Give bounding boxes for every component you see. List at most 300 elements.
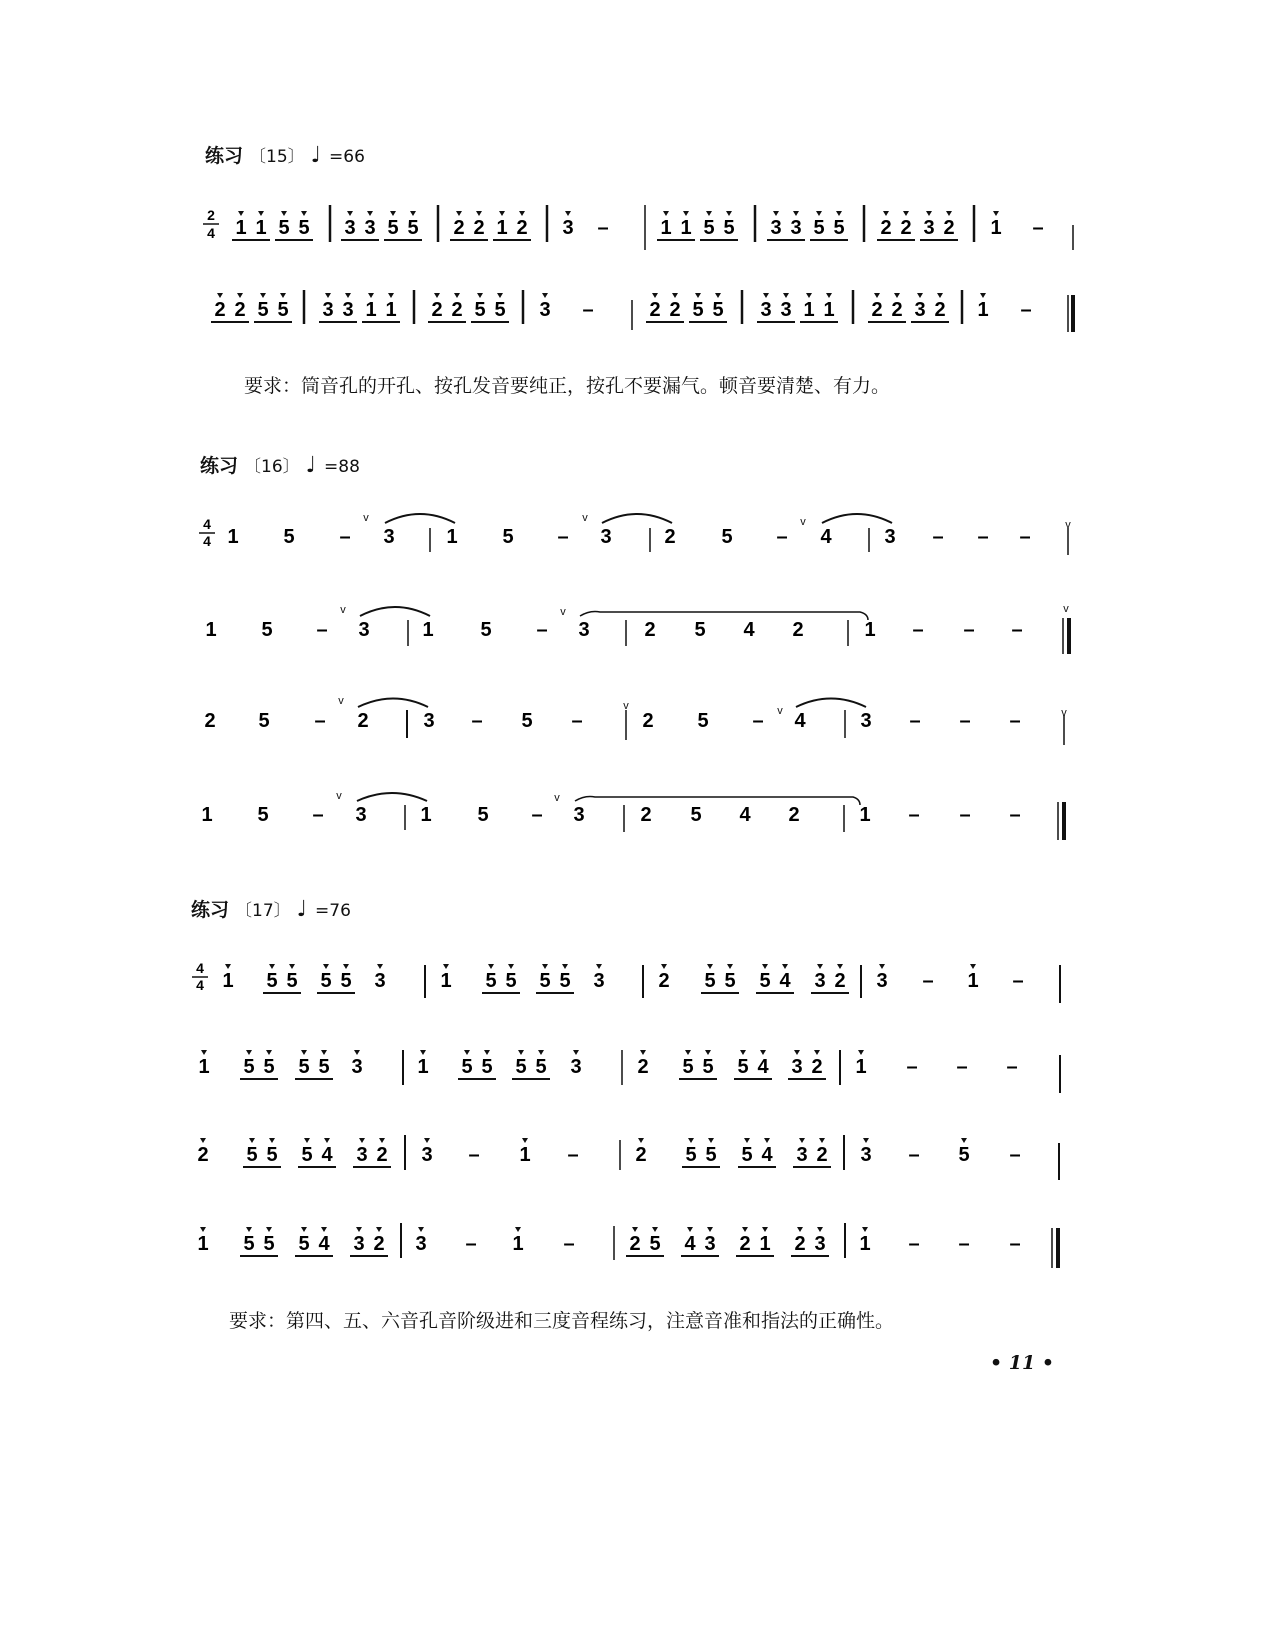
note: 1 (855, 1056, 867, 1078)
note: 5 (505, 970, 517, 992)
staccato-mark (456, 211, 462, 216)
svg-text:v: v (338, 695, 344, 707)
note: 5 (723, 217, 735, 239)
exercise-15-requirement: 要求：筒音孔的开孔、按孔发音要纯正，按孔不要漏气。顿音要清楚、有力。 (244, 375, 891, 397)
staccato-mark (522, 1138, 528, 1143)
exercise-17-title: 练习 (191, 899, 230, 921)
dash: – (908, 1233, 920, 1255)
staccato-mark (688, 1138, 694, 1143)
page-number-text: 11 (1008, 1352, 1036, 1374)
note: 3 (791, 1056, 803, 1078)
note: 3 (814, 1233, 826, 1255)
staccato-mark (817, 1227, 823, 1232)
note: 2 (891, 299, 903, 321)
time-sig-bottom: 4 (207, 225, 215, 241)
note: 1 (255, 217, 267, 239)
quarter-note-icon: ♩ (305, 453, 317, 478)
tie (385, 514, 455, 523)
staccato-mark (201, 1050, 207, 1055)
dash: – (752, 710, 764, 732)
exercise-16-number: 〔16〕 (244, 457, 300, 477)
note: 1 (422, 619, 434, 641)
staccato-mark (683, 211, 689, 216)
staccato-mark (476, 211, 482, 216)
page-number-dot-right: • (1035, 1352, 1054, 1374)
staccato-mark (280, 293, 286, 298)
note: 5 (243, 1056, 255, 1078)
note: 4 (743, 619, 755, 641)
note: 5 (682, 1056, 694, 1078)
note: 3 (760, 299, 772, 321)
note: 5 (690, 804, 702, 826)
staccato-mark (434, 293, 440, 298)
dash: – (906, 1056, 918, 1078)
dash: – (339, 526, 351, 548)
note: 1 (205, 619, 217, 641)
exercise-17-requirement: 要求：第四、五、六音孔音阶级进和三度音程练习，注意音准和指法的正确性。 (229, 1310, 895, 1332)
staccato-mark (269, 964, 275, 969)
note: 1 (803, 299, 815, 321)
staccato-mark (707, 1227, 713, 1232)
staccato-mark (281, 211, 287, 216)
staccato-mark (726, 211, 732, 216)
staccato-mark (301, 1050, 307, 1055)
staccato-mark (367, 211, 373, 216)
staccato-mark (356, 1227, 362, 1232)
staccato-mark (707, 964, 713, 969)
staccato-mark (324, 1138, 330, 1143)
note: 3 (344, 217, 356, 239)
note: 5 (387, 217, 399, 239)
dash: – (912, 619, 924, 641)
tie (796, 699, 866, 708)
staccato-mark (652, 1227, 658, 1232)
staccato-mark (903, 211, 909, 216)
note: 2 (943, 217, 955, 239)
note: 3 (860, 1144, 872, 1166)
note: 1 (859, 1233, 871, 1255)
note: 5 (712, 299, 724, 321)
note: 2 (234, 299, 246, 321)
note: 5 (258, 710, 270, 732)
dash: – (536, 619, 548, 641)
staccato-mark (518, 1050, 524, 1055)
staccato-mark (773, 211, 779, 216)
staccato-mark (652, 293, 658, 298)
note: 5 (737, 1056, 749, 1078)
exercise-17-tempo: =76 (315, 901, 351, 921)
note: 3 (322, 299, 334, 321)
staccato-mark (538, 1050, 544, 1055)
note: 5 (301, 1144, 313, 1166)
dash: – (1009, 1233, 1021, 1255)
staccato-mark (304, 1138, 310, 1143)
dash: – (977, 526, 989, 548)
note: 4 (739, 804, 751, 826)
staccato-mark (499, 211, 505, 216)
note: 2 (214, 299, 226, 321)
tie (358, 699, 428, 708)
exercise-15-number: 〔15〕 (249, 147, 305, 167)
note: 5 (298, 1233, 310, 1255)
staccato-mark (763, 293, 769, 298)
svg-text:v: v (554, 792, 560, 804)
staccato-mark (708, 1138, 714, 1143)
note: 1 (759, 1233, 771, 1255)
staccato-mark (687, 1227, 693, 1232)
svg-text:4: 4 (196, 960, 204, 976)
staccato-mark (632, 1227, 638, 1232)
staccato-mark (260, 293, 266, 298)
staccato-mark (225, 964, 231, 969)
staccato-mark (418, 1227, 424, 1232)
dash: – (776, 526, 788, 548)
dash: – (908, 1144, 920, 1166)
note: 3 (421, 1144, 433, 1166)
staccato-mark (269, 1138, 275, 1143)
staccato-mark (477, 293, 483, 298)
svg-text:4: 4 (203, 533, 211, 549)
note: 1 (365, 299, 377, 321)
staccato-mark (562, 964, 568, 969)
note: 2 (376, 1144, 388, 1166)
note: 2 (794, 1233, 806, 1255)
staccato-mark (343, 964, 349, 969)
staccato-mark (760, 1050, 766, 1055)
staccato-mark (542, 293, 548, 298)
note: 4 (761, 1144, 773, 1166)
staccato-mark (793, 211, 799, 216)
staccato-mark (323, 964, 329, 969)
exercise-15-heading (205, 141, 365, 168)
note: 5 (649, 1233, 661, 1255)
staccato-mark (519, 211, 525, 216)
staccato-mark (858, 1050, 864, 1055)
note: 5 (494, 299, 506, 321)
exercise-16-tempo: =88 (324, 457, 360, 477)
svg-text:v: v (363, 512, 369, 524)
staccato-mark (321, 1227, 327, 1232)
note: 5 (263, 1233, 275, 1255)
note: 5 (535, 1056, 547, 1078)
note: 2 (642, 710, 654, 732)
staccato-mark (797, 1227, 803, 1232)
staccato-mark (685, 1050, 691, 1055)
note: 1 (967, 970, 979, 992)
note: 5 (266, 1144, 278, 1166)
exercise-16-title: 练习 (200, 455, 239, 477)
note: 2 (373, 1233, 385, 1255)
note: 2 (816, 1144, 828, 1166)
note: 1 (235, 217, 247, 239)
staccato-mark (762, 964, 768, 969)
note: 5 (515, 1056, 527, 1078)
note: 1 (823, 299, 835, 321)
staccato-mark (874, 293, 880, 298)
note: 1 (864, 619, 876, 641)
note: 1 (680, 217, 692, 239)
note: 3 (353, 1233, 365, 1255)
staccato-mark (368, 293, 374, 298)
staccato-mark (740, 1050, 746, 1055)
staccato-mark (464, 1050, 470, 1055)
note: 2 (669, 299, 681, 321)
time-signature (192, 960, 208, 993)
note: 2 (431, 299, 443, 321)
note: 5 (320, 970, 332, 992)
staccato-mark (249, 1138, 255, 1143)
staccato-mark (799, 1138, 805, 1143)
note: 3 (383, 526, 395, 548)
staccato-mark (238, 211, 244, 216)
note: 2 (357, 710, 369, 732)
note: 2 (204, 710, 216, 732)
staccato-mark (200, 1227, 206, 1232)
note: 5 (539, 970, 551, 992)
staccato-mark (266, 1227, 272, 1232)
note: 3 (704, 1233, 716, 1255)
note: 2 (635, 1144, 647, 1166)
staccato-mark (596, 964, 602, 969)
svg-text:v: v (800, 516, 806, 528)
staccato-mark (836, 211, 842, 216)
dash: – (909, 710, 921, 732)
note: 2 (473, 217, 485, 239)
svg-text:v: v (336, 790, 342, 802)
note: 5 (958, 1144, 970, 1166)
note: 3 (884, 526, 896, 548)
note: 5 (257, 804, 269, 826)
note: 3 (593, 970, 605, 992)
note: 1 (222, 970, 234, 992)
dash: – (922, 970, 934, 992)
note: 3 (573, 804, 585, 826)
note: 1 (201, 804, 213, 826)
staccato-mark (388, 293, 394, 298)
note: 5 (502, 526, 514, 548)
svg-text:v: v (777, 705, 783, 717)
note: 5 (685, 1144, 697, 1166)
note: 3 (600, 526, 612, 548)
note: 3 (796, 1144, 808, 1166)
staccato-mark (246, 1227, 252, 1232)
note: 1 (512, 1233, 524, 1255)
staccato-mark (321, 1050, 327, 1055)
note: 3 (860, 710, 872, 732)
note: 5 (833, 217, 845, 239)
staccato-mark (325, 293, 331, 298)
quarter-note-icon: ♩ (310, 143, 322, 168)
time-signature (203, 207, 219, 241)
dash: – (1009, 1144, 1021, 1166)
tie (580, 612, 868, 621)
note: 5 (246, 1144, 258, 1166)
note: 3 (780, 299, 792, 321)
staccato-mark (379, 1138, 385, 1143)
note: 5 (481, 1056, 493, 1078)
dash: – (531, 804, 543, 826)
dash: – (465, 1233, 477, 1255)
dash: – (1006, 1056, 1018, 1078)
note: 1 (385, 299, 397, 321)
note: 3 (770, 217, 782, 239)
svg-text:4: 4 (203, 516, 211, 532)
page-number (990, 1352, 1054, 1374)
note: 5 (263, 1056, 275, 1078)
dash: – (1011, 619, 1023, 641)
note: 2 (792, 619, 804, 641)
exercise-17-number: 〔17〕 (235, 901, 291, 921)
staccato-mark (638, 1138, 644, 1143)
note: 3 (923, 217, 935, 239)
tie (602, 514, 672, 523)
note: 5 (340, 970, 352, 992)
staccato-mark (217, 293, 223, 298)
note: 3 (562, 217, 574, 239)
note: 5 (697, 710, 709, 732)
staccato-mark (783, 293, 789, 298)
staccato-mark (515, 1227, 521, 1232)
staccato-mark (347, 211, 353, 216)
note: 2 (640, 804, 652, 826)
dash: – (563, 1233, 575, 1255)
staccato-mark (894, 293, 900, 298)
note: 5 (694, 619, 706, 641)
dash: – (597, 217, 609, 239)
note: 3 (355, 804, 367, 826)
staccato-mark (301, 1227, 307, 1232)
note: 2 (649, 299, 661, 321)
note: 1 (859, 804, 871, 826)
exercise-15-tempo: =66 (329, 147, 365, 167)
note: 3 (358, 619, 370, 641)
note: 5 (724, 970, 736, 992)
time-sig-top: 2 (207, 207, 215, 223)
note: 5 (277, 299, 289, 321)
staccato-mark (980, 293, 986, 298)
staccato-mark (454, 293, 460, 298)
note: 2 (934, 299, 946, 321)
note: 3 (914, 299, 926, 321)
note: 3 (374, 970, 386, 992)
svg-text:v: v (582, 512, 588, 524)
quarter-note-icon: ♩ (296, 897, 308, 922)
staccato-mark (359, 1138, 365, 1143)
dash: – (959, 710, 971, 732)
note: 1 (197, 1233, 209, 1255)
note: 1 (990, 217, 1002, 239)
staccato-mark (727, 964, 733, 969)
note: 5 (243, 1233, 255, 1255)
note: 5 (480, 619, 492, 641)
staccato-mark (816, 211, 822, 216)
staccato-mark (794, 1050, 800, 1055)
staccato-mark (663, 211, 669, 216)
dash: – (567, 1144, 579, 1166)
note: 5 (477, 804, 489, 826)
note: 5 (286, 970, 298, 992)
note: 5 (474, 299, 486, 321)
page-number-dot-left: • (990, 1352, 1009, 1374)
note: 2 (197, 1144, 209, 1166)
staccato-mark (390, 211, 396, 216)
staccato-mark (837, 964, 843, 969)
staccato-mark (782, 964, 788, 969)
staccato-mark (573, 1050, 579, 1055)
note: 2 (900, 217, 912, 239)
note: 5 (298, 217, 310, 239)
staccato-mark (266, 1050, 272, 1055)
note: 4 (794, 710, 806, 732)
staccato-mark (926, 211, 932, 216)
note: 1 (519, 1144, 531, 1166)
note: 4 (684, 1233, 696, 1255)
staccato-mark (863, 1138, 869, 1143)
note: 5 (704, 970, 716, 992)
note: 5 (692, 299, 704, 321)
staccato-mark (289, 964, 295, 969)
staccato-mark (883, 211, 889, 216)
staccato-mark (806, 293, 812, 298)
note: 2 (788, 804, 800, 826)
staccato-mark (705, 1050, 711, 1055)
note: 2 (880, 217, 892, 239)
staccato-mark (695, 293, 701, 298)
note: 3 (415, 1233, 427, 1255)
svg-text:v: v (1065, 519, 1071, 531)
note: 3 (356, 1144, 368, 1166)
dash: – (958, 1233, 970, 1255)
note: 5 (705, 1144, 717, 1166)
note: 2 (811, 1056, 823, 1078)
staccato-mark (443, 964, 449, 969)
dash: – (932, 526, 944, 548)
note: 4 (321, 1144, 333, 1166)
note: 3 (351, 1056, 363, 1078)
svg-text:v: v (623, 700, 629, 712)
note: 3 (570, 1056, 582, 1078)
note: 2 (739, 1233, 751, 1255)
svg-text:v: v (340, 604, 346, 616)
staccato-mark (742, 1227, 748, 1232)
staccato-mark (301, 211, 307, 216)
exercise-16-heading (200, 451, 360, 478)
note: 4 (820, 526, 832, 548)
note: 1 (417, 1056, 429, 1078)
note: 3 (790, 217, 802, 239)
note: 2 (658, 970, 670, 992)
note: 5 (257, 299, 269, 321)
staccato-mark (993, 211, 999, 216)
staccato-mark (762, 1227, 768, 1232)
note: 5 (741, 1144, 753, 1166)
staccato-mark (764, 1138, 770, 1143)
note: 3 (364, 217, 376, 239)
note: 1 (660, 217, 672, 239)
dash: – (571, 710, 583, 732)
svg-text:4: 4 (196, 977, 204, 993)
exercise-15-title: 练习 (205, 145, 244, 167)
dash: – (582, 299, 594, 321)
staccato-mark (376, 1227, 382, 1232)
dash: – (471, 710, 483, 732)
note: 2 (451, 299, 463, 321)
note: 5 (261, 619, 273, 641)
dash: – (312, 804, 324, 826)
note: 5 (521, 710, 533, 732)
note: 5 (298, 1056, 310, 1078)
staccato-mark (508, 964, 514, 969)
